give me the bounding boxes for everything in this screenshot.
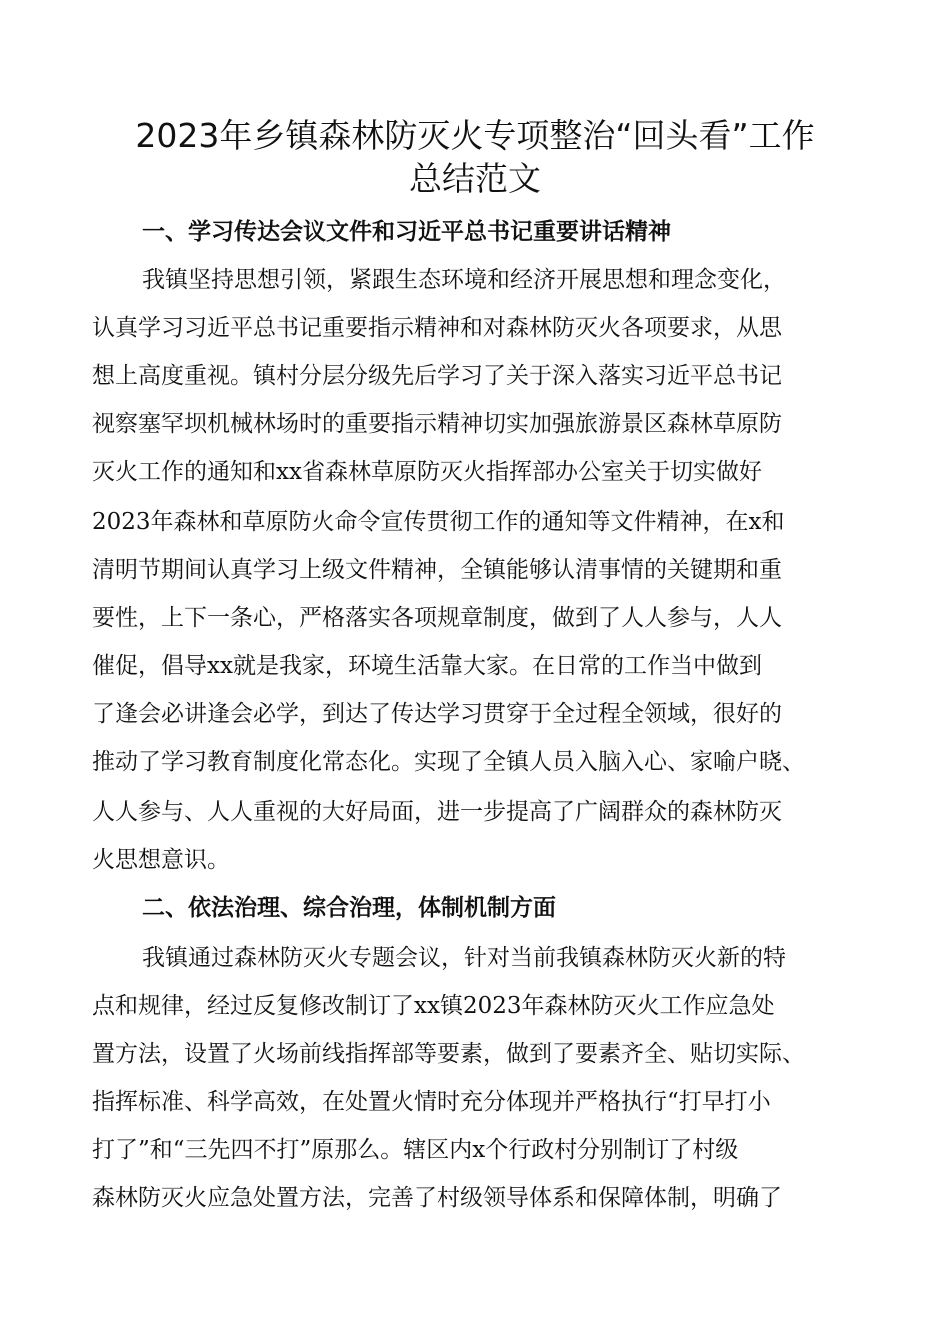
section-1-paragraph-line: 灭火工作的通知和xx省森林草原防灭火指挥部办公室关于切实做好 (92, 459, 762, 485)
section-2-paragraph-line: 森林防灭火应急处置方法，完善了村级领导体系和保障体制，明确了 (92, 1185, 782, 1211)
section-2-paragraph-line: 指挥标准、科学高效，在处置火情时充分体现并严格执行“打早打小 (92, 1089, 771, 1115)
document-title-line-1: 2023年乡镇森林防灭火专项整治“回头看”工作 (135, 116, 815, 155)
section-1-paragraph-line: 清明节期间认真学习上级文件精神，全镇能够认清事情的关键期和重 (92, 557, 782, 583)
section-1-paragraph-line: 火思想意识。 (92, 847, 230, 873)
section-1-paragraph-line: 推动了学习教育制度化常态化。实现了全镇人员入脑入心、家喻户晓、 (92, 749, 805, 775)
section-1-paragraph-line: 人人参与、人人重视的大好局面，进一步提高了广阔群众的森林防灭 (92, 799, 782, 825)
document-title-line-2: 总结范文 (409, 159, 541, 198)
section-1-paragraph-line: 催促，倡导xx就是我家，环境生活靠大家。在日常的工作当中做到 (92, 653, 762, 679)
section-1-paragraph-line: 我镇坚持思想引领，紧跟生态环境和经济开展思想和理念变化， (142, 267, 786, 293)
section-1-paragraph-line: 2023年森林和草原防火命令宣传贯彻工作的通知等文件精神，在x和 (92, 509, 785, 535)
section-2-paragraph-line: 我镇通过森林防灭火专题会议，针对当前我镇森林防灭火新的特 (142, 945, 786, 971)
section-1-paragraph-line: 想上高度重视。镇村分层分级先后学习了关于深入落实习近平总书记 (92, 363, 782, 389)
section-1-paragraph-line: 认真学习习近平总书记重要指示精神和对森林防灭火各项要求，从思 (92, 315, 782, 341)
section-2-paragraph-line: 点和规律，经过反复修改制订了xx镇2023年森林防灭火工作应急处 (92, 993, 775, 1019)
section-2-paragraph-line: 打了”和“三先四不打”原那么。辖区内x个行政村分别制订了村级 (92, 1137, 739, 1163)
section-2-heading: 二、依法治理、综合治理，体制机制方面 (142, 895, 556, 921)
section-1-heading: 一、学习传达会议文件和习近平总书记重要讲话精神 (142, 219, 671, 245)
section-2-paragraph-line: 置方法，设置了火场前线指挥部等要素，做到了要素齐全、贴切实际、 (92, 1041, 805, 1067)
section-1-paragraph-line: 要性，上下一条心，严格落实各项规章制度，做到了人人参与，人人 (92, 605, 782, 631)
section-1-paragraph-line: 了逢会必讲逢会必学，到达了传达学习贯穿于全过程全领域，很好的 (92, 701, 782, 727)
section-1-paragraph-line: 视察塞罕坝机械林场时的重要指示精神切实加强旅游景区森林草原防 (92, 411, 782, 437)
